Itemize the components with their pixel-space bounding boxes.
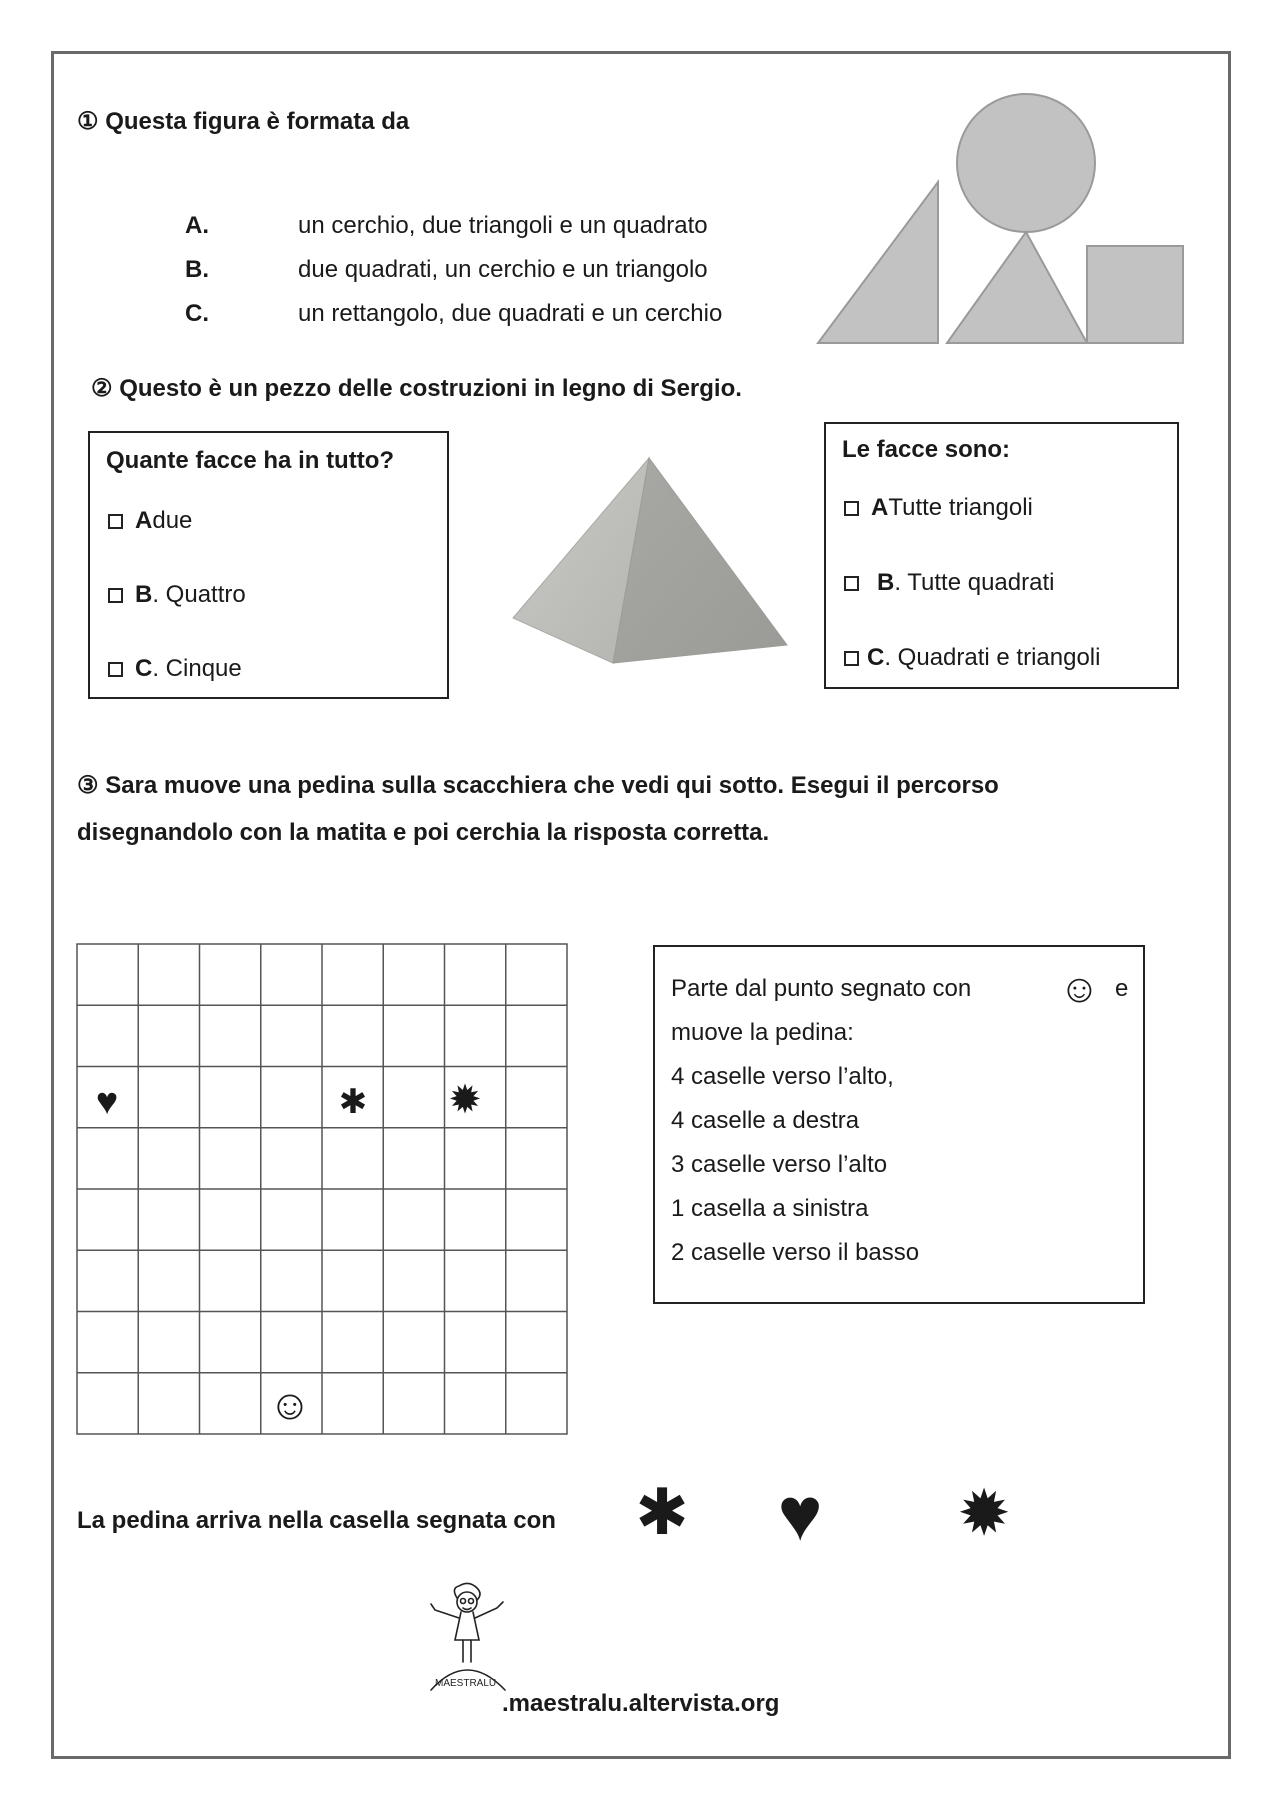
answer-heart-icon[interactable]: ♥	[777, 1472, 823, 1557]
grid-lines	[77, 944, 567, 1434]
checkbox[interactable]	[108, 588, 123, 603]
option-text: . Quattro	[152, 581, 246, 608]
answer-asterisk-icon[interactable]: ✱	[635, 1476, 689, 1548]
checkbox[interactable]	[844, 501, 859, 516]
square-shape	[1087, 246, 1183, 343]
option-text: . Cinque	[152, 655, 242, 682]
q2-title: Questo è un pezzo delle costruzioni in legno di Sergio.	[119, 375, 742, 402]
instruction-step: 4 caselle a destra	[671, 1107, 860, 1134]
q1-shapes-figure	[815, 90, 1195, 350]
q3-heading-line1	[77, 771, 999, 800]
q3-number: ③	[77, 772, 99, 799]
instruction-line-move: muove la pedina:	[671, 1019, 854, 1046]
grid-asterisk-icon: ✱	[338, 1083, 368, 1121]
pyramid-figure	[505, 450, 805, 690]
instruction-step: 2 caselle verso il basso	[671, 1239, 920, 1266]
option-text: . Quadrati e triangoli	[884, 644, 1101, 671]
triangle-shape	[947, 232, 1087, 343]
q3-title-line1: Sara muove una pedina sulla scacchiera che vedi qui sotto. Esegui il percorso	[105, 772, 999, 799]
q1-option-c	[185, 300, 209, 328]
option-letter: C	[135, 655, 153, 682]
q1-option-b	[185, 256, 209, 284]
q1-option-letter: A.	[185, 212, 209, 239]
smiley-icon: ☺	[1059, 967, 1100, 1011]
q2-faces-count-box	[88, 431, 449, 699]
path-instructions-box	[653, 945, 1145, 1304]
faces-type-option-b[interactable]	[844, 569, 1054, 597]
instruction-step: 3 caselle verso l’alto	[671, 1151, 888, 1178]
q2-number: ②	[91, 375, 113, 402]
circle-shape	[957, 94, 1095, 232]
q1-option-a	[185, 212, 209, 240]
q2-heading	[91, 374, 742, 403]
q1-option-text: un rettangolo, due quadrati e un cerchio	[298, 300, 723, 327]
grid-sun-icon: ✹	[448, 1078, 482, 1122]
checkbox[interactable]	[844, 576, 859, 591]
q2-faces-type-box	[824, 422, 1179, 689]
faces-count-option-a[interactable]	[108, 507, 192, 535]
faces-count-question: Quante facce ha in tutto?	[106, 447, 395, 474]
q1-option-text: un cerchio, due triangoli e un quadrato	[298, 212, 708, 239]
instruction-line-start-end: e	[1115, 975, 1129, 1002]
checkbox[interactable]	[108, 662, 123, 677]
option-letter: A	[135, 507, 153, 534]
faces-type-question: Le facce sono:	[842, 436, 1011, 463]
grid-smiley-start-icon: ☺	[268, 1381, 312, 1428]
instruction-line-start: Parte dal punto segnato con	[671, 975, 972, 1002]
q1-option-text: due quadrati, un cerchio e un triangolo	[298, 256, 708, 283]
faces-type-option-c[interactable]	[844, 644, 1100, 672]
option-text: due	[152, 507, 193, 534]
logo-text: MAESTRALU	[435, 1678, 497, 1689]
answer-label: La pedina arriva nella casella segnata con	[77, 1507, 556, 1534]
option-text: Tutte triangoli	[888, 494, 1033, 521]
footer-url-link[interactable]: .maestralu.altervista.org	[502, 1690, 780, 1717]
q1-option-letter: B.	[185, 256, 209, 283]
q1-heading	[77, 107, 409, 136]
option-text: . Tutte quadrati	[894, 569, 1055, 596]
maestralu-logo-icon	[425, 1580, 510, 1710]
faces-count-option-b[interactable]	[108, 581, 246, 609]
q1-number: ①	[77, 108, 99, 135]
checkbox[interactable]	[844, 651, 859, 666]
checkbox[interactable]	[108, 514, 123, 529]
option-letter: C	[867, 644, 885, 671]
q3-title-line2: disegnandolo con la matita e poi cerchia la risposta corretta.	[77, 819, 770, 846]
right-triangle-shape	[818, 182, 938, 343]
instruction-step: 4 caselle verso l’alto,	[671, 1063, 894, 1090]
q1-option-letter: C.	[185, 300, 209, 327]
faces-count-option-c[interactable]	[108, 655, 242, 683]
answer-sun-icon[interactable]: ✹	[957, 1477, 1011, 1549]
grid-heart-icon: ♥	[95, 1081, 119, 1123]
option-letter: B	[877, 569, 895, 596]
option-letter: A	[871, 494, 889, 521]
q1-title: Questa figura è formata da	[105, 108, 410, 135]
option-letter: B	[135, 581, 153, 608]
instruction-step: 1 casella a sinistra	[671, 1195, 869, 1222]
faces-type-option-a[interactable]	[844, 494, 1033, 522]
chessboard-grid	[76, 943, 569, 1436]
